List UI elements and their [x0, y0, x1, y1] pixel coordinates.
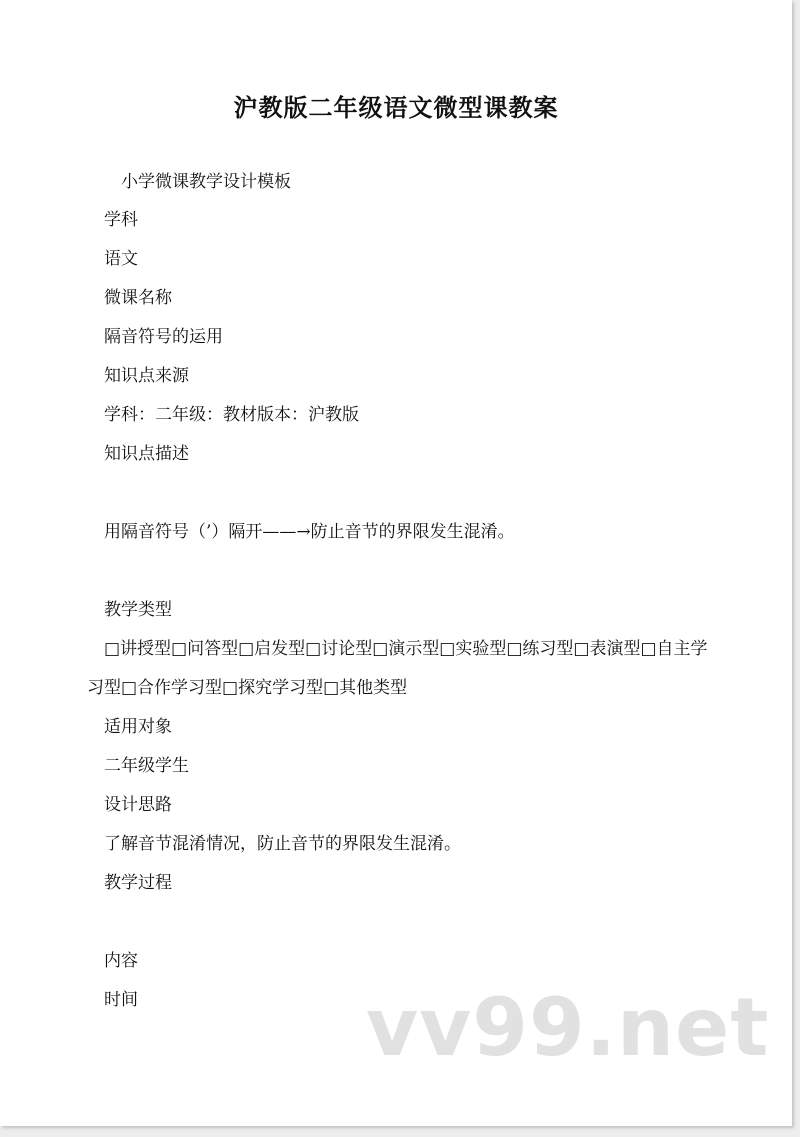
template-heading: 小学微课教学设计模板: [121, 172, 291, 192]
audience-label: 适用对象: [104, 717, 172, 737]
subject-label: 学科: [104, 210, 138, 230]
lesson-name-value: 隔音符号的运用: [104, 327, 223, 347]
time-label: 时间: [104, 990, 138, 1010]
description-label: 知识点描述: [104, 444, 189, 464]
teaching-type-options-line1: □讲授型□问答型□启发型□讨论型□演示型□实验型□练习型□表演型□自主学: [104, 639, 708, 659]
audience-value: 二年级学生: [104, 756, 189, 776]
teaching-type-label: 教学类型: [104, 600, 172, 620]
lesson-name-label: 微课名称: [104, 288, 172, 308]
design-idea-value: 了解音节混淆情况，防止音节的界限发生混淆。: [104, 834, 461, 854]
watermark: vv99.net: [366, 981, 770, 1074]
teaching-type-options-line2: 习型□合作学习型□探究学习型□其他类型: [87, 678, 408, 698]
design-idea-label: 设计思路: [104, 795, 172, 815]
subject-value: 语文: [104, 249, 138, 269]
content-label: 内容: [104, 951, 138, 971]
description-value: 用隔音符号（’）隔开——→防止音节的界限发生混淆。: [104, 522, 515, 542]
source-value: 学科：二年级：教材版本：沪教版: [104, 405, 359, 425]
document-title: 沪教版二年级语文微型课教案: [233, 94, 559, 122]
source-label: 知识点来源: [104, 366, 189, 386]
process-label: 教学过程: [104, 873, 172, 893]
